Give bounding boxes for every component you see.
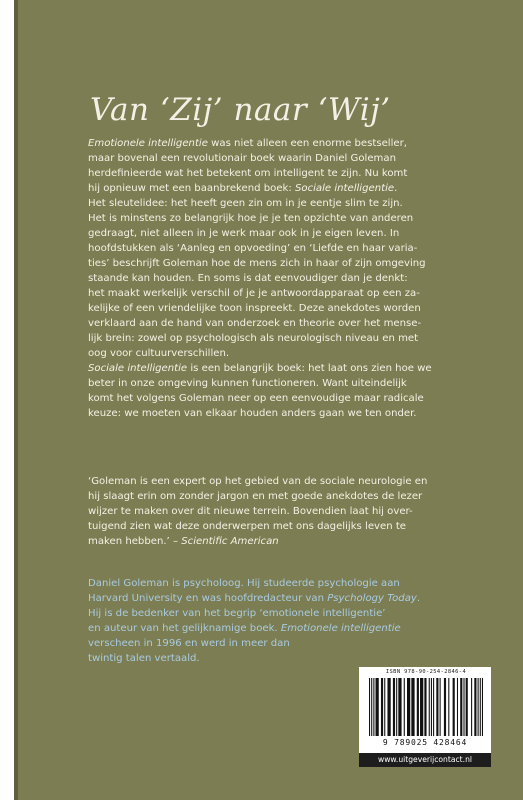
text-line xyxy=(88,534,508,549)
text-run: Daniel Goleman is psycholoog. Hij studeerde psychologie aan xyxy=(88,578,400,589)
text-line xyxy=(88,346,508,361)
text-run: gedraagt, niet alleen in je werk maar ook in je eigen leven. In xyxy=(88,228,400,239)
text-line xyxy=(88,316,508,331)
text-run: kelijke of een vriendelijke toon inspreekt. Deze anekdotes worden xyxy=(88,303,421,314)
text-line xyxy=(88,406,508,421)
italic-text: Emotionele intelligentie xyxy=(280,623,401,634)
text-line xyxy=(88,256,508,271)
text-line xyxy=(88,636,508,651)
text-line xyxy=(88,271,508,286)
text-run: Het sleutelidee: het heeft geen zin om in je eentje slim te zijn. xyxy=(88,198,403,209)
text-line xyxy=(88,474,508,489)
barcode-icon xyxy=(367,678,485,736)
text-run: . xyxy=(394,183,398,194)
text-line xyxy=(88,151,508,166)
text-run: het maakt werkelijk verschil of je je antwoordapparaat op een za- xyxy=(88,288,420,299)
text-run: komt het volgens Goleman neer op een eenvoudige maar radicale xyxy=(88,393,424,404)
author-bio xyxy=(88,576,508,666)
text-line xyxy=(88,606,508,621)
text-line xyxy=(88,519,508,534)
text-run: . xyxy=(416,593,421,604)
text-run: Hij is de bedenker van het begrip ‘emotionele intelligentie’ xyxy=(88,608,386,619)
text-line xyxy=(88,651,508,666)
text-run: hoofdstukken als ‘Aanleg en opvoeding’ en ‘Liefde en haar varia- xyxy=(88,243,418,254)
text-line xyxy=(88,166,508,181)
text-run: maar bovenal een revolutionair boek waarin Daniel Goleman xyxy=(88,153,396,164)
text-run: wijzer te maken over dit nieuwe terrein. Bovendien laat hij over- xyxy=(88,506,413,517)
text-line xyxy=(88,489,508,504)
text-run: is een belangrijk boek: het laat ons zien hoe we xyxy=(187,363,432,374)
italic-text: Psychology Today xyxy=(327,593,417,604)
text-line xyxy=(88,211,508,226)
text-run: staande kan houden. En soms is dat eenvoudiger dan je denkt: xyxy=(88,273,408,284)
text-line xyxy=(88,301,508,316)
text-run: keuze: we moeten van elkaar houden anders gaan we ten onder. xyxy=(88,408,417,419)
text-line xyxy=(88,361,508,376)
text-run: ‘Goleman is een expert op het gebied van de sociale neurologie en xyxy=(88,476,428,487)
text-line xyxy=(88,241,508,256)
text-run: herdefinieerde wat het betekent om intelligent te zijn. Nu komt xyxy=(88,168,408,179)
blurb-paragraph xyxy=(88,136,508,421)
text-run: hij opnieuw met een baanbrekend boek: xyxy=(88,183,295,194)
text-line xyxy=(88,591,508,606)
text-line xyxy=(88,136,508,151)
text-run: maken hebben.’ – xyxy=(88,536,182,547)
text-line xyxy=(88,286,508,301)
text-run: beter in onze omgeving kunnen functioneren. Want uiteindelijk xyxy=(88,378,407,389)
isbn-text: ISBN 978-90-254-2846-4 xyxy=(385,669,467,675)
text-run: en auteur van het gelijknamige boek. xyxy=(88,623,281,634)
spine-edge xyxy=(14,0,18,800)
text-line xyxy=(88,181,508,196)
italic-text: Sociale intelligentie xyxy=(88,363,188,374)
book-back-cover xyxy=(14,0,523,800)
italic-text: Scientific American xyxy=(181,536,279,547)
text-line xyxy=(88,391,508,406)
text-run: Het is minstens zo belangrijk hoe je je ten opzichte van anderen xyxy=(88,213,414,224)
italic-text: Emotionele intelligentie xyxy=(88,138,208,149)
text-run: tuigend zien wat deze onderwerpen met ons dagelijks leven te xyxy=(88,521,406,532)
text-line xyxy=(88,504,508,519)
text-run: was niet alleen een enorme bestseller, xyxy=(207,138,407,149)
text-line xyxy=(88,576,508,591)
barcode-label xyxy=(359,667,491,767)
text-run: oog voor cultuurverschillen. xyxy=(88,348,230,359)
text-run: verscheen in 1996 en werd in meer dan xyxy=(88,638,290,649)
text-line xyxy=(88,376,508,391)
text-line xyxy=(88,331,508,346)
text-run: ties’ beschrijft Goleman hoe de mens zich in haar of zijn omgeving xyxy=(88,258,426,269)
italic-text: Sociale intelligentie xyxy=(294,183,395,194)
text-run: twintig talen vertaald. xyxy=(88,653,200,664)
cover-title: Van ‘Zij’ naar ‘Wij’ xyxy=(90,92,391,128)
barcode-digits: 9 789025 428464 xyxy=(382,738,468,747)
text-run: Harvard University en was hoofdredacteur van xyxy=(88,593,328,604)
text-line xyxy=(88,621,508,636)
text-run: hij slaagt erin om zonder jargon en met goede anekdotes de lezer xyxy=(88,491,423,502)
publisher-url: www.uitgeverijcontact.nl xyxy=(359,753,491,767)
text-line xyxy=(88,226,508,241)
text-run: verklaard aan de hand van onderzoek en theorie over het mense- xyxy=(88,318,422,329)
text-run: lijk brein: zowel op psychologisch als neurologisch niveau en met xyxy=(88,333,419,344)
text-line xyxy=(88,196,508,211)
review-quote xyxy=(88,474,508,549)
